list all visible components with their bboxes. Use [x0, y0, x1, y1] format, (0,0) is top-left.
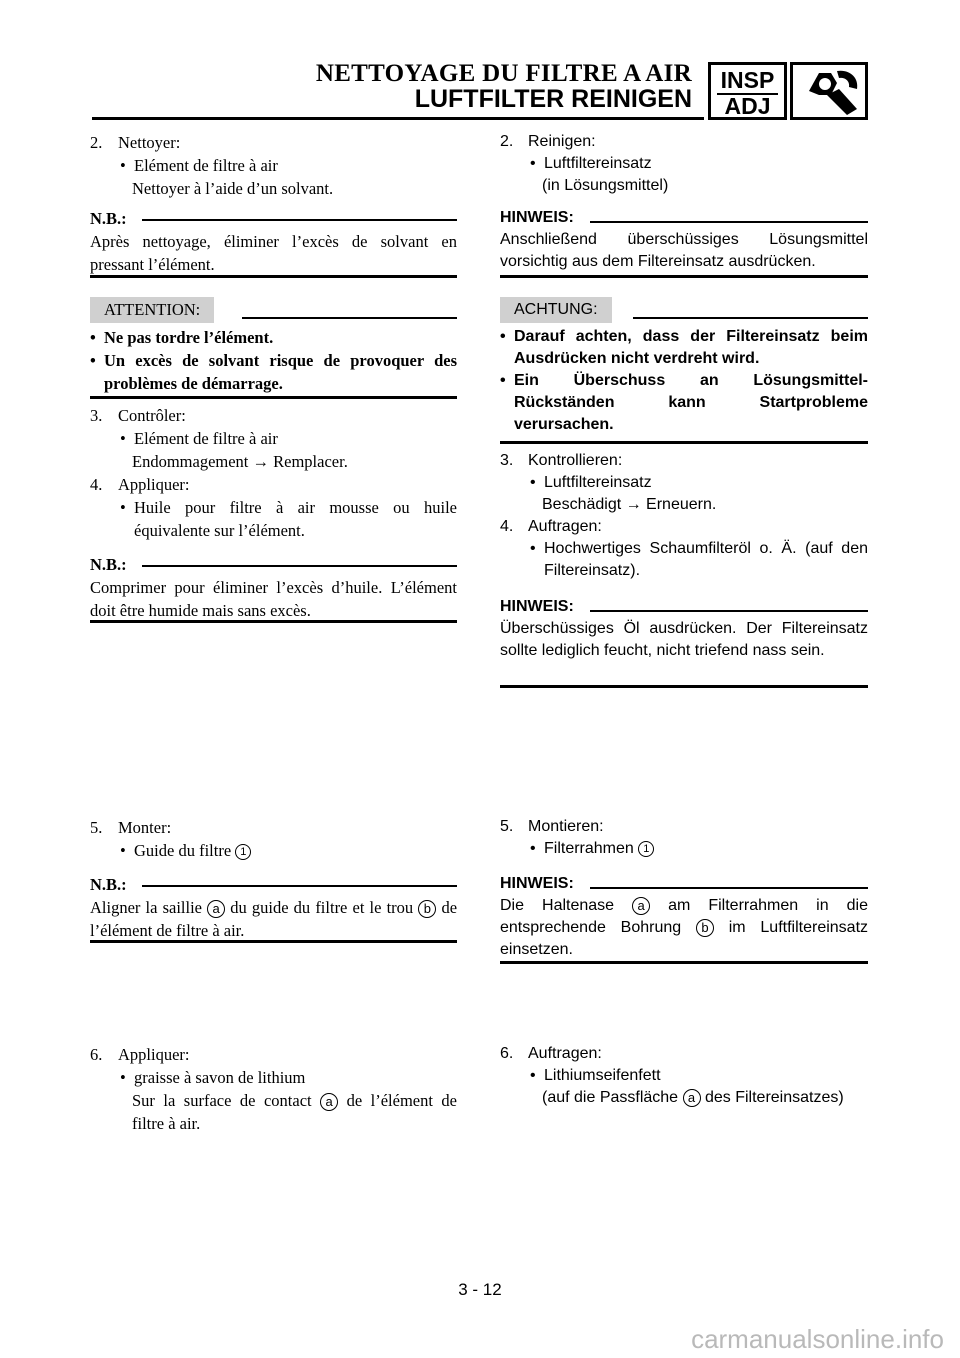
fr-note-1-rule — [90, 275, 457, 278]
step-number: 6. — [500, 1045, 514, 1062]
bullet-dot: • — [120, 156, 126, 175]
fr-note-3-rule — [90, 940, 457, 943]
step-detail: Endommagement → Remplacer. — [132, 452, 348, 471]
tool-badge — [790, 62, 868, 120]
note-text: Après nettoyage, éliminer l’excès de solvant en pressant l’élément. — [90, 232, 457, 274]
de-step-5: 5. Montieren: • Filterrahmen 1 — [500, 816, 868, 860]
fr-note-3 — [90, 873, 457, 942]
de-note-3 — [500, 873, 868, 961]
step-title: Monter: — [118, 818, 172, 837]
fr-step-6: 6. Appliquer: • graisse à savon de lithium Sur la surface de contact a de l’élément de filtre à air. — [90, 1045, 457, 1133]
step-title: Reinigen: — [528, 133, 596, 150]
fr-step-2 — [90, 131, 457, 200]
attention-item: Un excès de solvant risque de provoquer des problèmes de démarrage. — [104, 351, 457, 393]
step-item: Luftfiltereinsatz — [544, 155, 652, 172]
watermark: carmanualsonline.info — [691, 1324, 944, 1354]
attention-label: ACHTUNG: — [500, 297, 612, 323]
step-number: 6. — [90, 1045, 103, 1064]
ref-marker: a — [320, 1093, 338, 1111]
step-title: Nettoyer: — [118, 133, 181, 152]
step-title: Appliquer: — [118, 1045, 190, 1064]
badge-adj-label: ADJ — [724, 93, 771, 119]
ref-marker: a — [683, 1089, 701, 1107]
step-number: 4. — [500, 518, 514, 535]
step-title: Auftragen: — [528, 1045, 602, 1062]
step-title: Contrôler: — [118, 406, 186, 425]
attention-item: Darauf achten, dass der Filtereinsatz beim Ausdrücken nicht verdreht wird. — [514, 328, 868, 367]
step-number: 2. — [90, 133, 103, 152]
note-label: HINWEIS: — [500, 873, 580, 895]
step-number: 5. — [500, 818, 514, 835]
step-detail: (auf die Passfläche a des Filtereinsatzes) — [542, 1089, 844, 1106]
step-item: graisse à savon de lithium — [134, 1068, 306, 1087]
step-number: 3. — [500, 452, 514, 469]
ref-marker: a — [632, 897, 650, 915]
step-title: Montieren: — [528, 818, 604, 835]
step-title: Appliquer: — [118, 475, 190, 494]
note-label: N.B.: — [90, 553, 133, 576]
step-title: Kontrollieren: — [528, 452, 623, 469]
de-note-3-rule — [500, 961, 868, 964]
header-title-fr: NETTOYAGE DU FILTRE A AIR — [315, 60, 692, 87]
de-step-3: 3. Kontrollieren: • Luftfiltereinsatz Beschädigt → Erneuern. — [500, 450, 868, 516]
de-step-6: 6. Auftragen: • Lithiumseifenfett (auf die Passfläche a des Filtereinsatzes) — [500, 1043, 868, 1109]
step-detail: Sur la surface de contact a de l’élément de filtre à air. — [132, 1091, 457, 1133]
step-detail: (in Lösungsmittel) — [542, 177, 669, 194]
ref-marker: 1 — [638, 841, 654, 857]
step-item: Lithiumseifenfett — [544, 1067, 661, 1084]
fr-note-2-rule — [90, 620, 457, 623]
fr-attention-rule — [90, 396, 457, 399]
fr-note-2 — [90, 553, 457, 622]
de-step-2: 2. Reinigen: • Luftfiltereinsatz (in Lösungsmittel) — [500, 131, 868, 197]
header-rule — [92, 117, 704, 120]
de-attention: ACHTUNG: • Darauf achten, dass der Filtereinsatz beim Ausdrücken nicht verdreht wird. • Ein Überschuss an Lösungsmittel-Rückständen kann Startprobleme verursachen. — [500, 297, 868, 436]
ref-marker: a — [207, 900, 225, 918]
step-detail: Beschädigt → Erneuern. — [542, 496, 717, 513]
ref-marker: b — [696, 919, 714, 937]
note-text: Überschüssiges Öl ausdrücken. Der Filtereinsatz sollte lediglich feucht, nicht triefend nass sein. — [500, 620, 868, 659]
step-item: Guide du filtre — [134, 841, 232, 860]
de-note-2 — [500, 596, 868, 662]
header-title-de: LUFTFILTER REINIGEN — [414, 85, 692, 113]
de-note-2-rule — [500, 685, 868, 688]
step-item: Luftfiltereinsatz — [544, 474, 652, 491]
note-text: Anschließend überschüssiges Lösungsmittel vorsichtig aus dem Filtereinsatz ausdrücken. — [500, 231, 868, 270]
fr-step-5: 5. Monter: • Guide du filtre 1 — [90, 816, 457, 862]
de-note-1-rule — [500, 275, 868, 278]
step-item: Elément de filtre à air — [134, 429, 278, 448]
step-number: 3. — [90, 406, 103, 425]
step-item: Elément de filtre à air — [134, 156, 278, 175]
page-number: 3 - 12 — [458, 1280, 502, 1299]
de-step-4: 4. Auftragen: • Hochwertiges Schaumfilteröl o. Ä. (auf den Filtereinsatz). — [500, 518, 868, 579]
step-title: Auftragen: — [528, 518, 602, 535]
note-label: N.B.: — [90, 207, 133, 230]
badge-insp-label: INSP — [720, 67, 775, 93]
insp-adj-badge — [708, 62, 787, 120]
step-item: Huile pour filtre à air mousse ou huile équivalente sur l’élément. — [134, 498, 457, 540]
step-number: 4. — [90, 475, 103, 494]
wrench-icon — [793, 65, 865, 117]
fr-attention: ATTENTION: • Ne pas tordre l’élément. • Un excès de solvant risque de provoquer des problèmes de démarrage. — [90, 297, 457, 395]
note-label: HINWEIS: — [500, 207, 580, 229]
attention-item: Ne pas tordre l’élément. — [104, 328, 274, 347]
step-item: Hochwertiges Schaumfilteröl o. Ä. (auf den Filtereinsatz). — [544, 540, 868, 579]
step-item: Filterrahmen — [544, 840, 634, 857]
step-detail: Nettoyer à l’aide d’un solvant. — [132, 179, 334, 198]
attention-item: Ein Überschuss an Lösungsmittel-Rückständen kann Startprobleme verursachen. — [514, 372, 868, 433]
note-label: N.B.: — [90, 873, 133, 896]
fr-note-1 — [90, 207, 457, 276]
ref-marker: 1 — [235, 844, 251, 860]
note-label: HINWEIS: — [500, 596, 580, 618]
note-text: Comprimer pour éliminer l’excès d’huile. L’élément doit être humide mais sans excès. — [90, 578, 457, 620]
note-text: Die Haltenase a am Filterrahmen in die entsprechende Bohrung b im Luftfiltereinsatz einsetzen. — [500, 897, 869, 958]
ref-marker: b — [418, 900, 436, 918]
de-note-1 — [500, 207, 868, 273]
de-attention-rule — [500, 441, 868, 444]
step-number: 2. — [500, 133, 514, 150]
attention-label: ATTENTION: — [90, 297, 214, 323]
note-text: Aligner la saillie a du guide du filtre et le trou b de l’élément de filtre à air. — [90, 898, 458, 940]
fr-step-3: 3. Contrôler: • Elément de filtre à air Endommagement → Remplacer. — [90, 404, 457, 473]
fr-step-4: 4. Appliquer: • Huile pour filtre à air mousse ou huile équivalente sur l’élément. — [90, 475, 457, 540]
step-number: 5. — [90, 818, 103, 837]
